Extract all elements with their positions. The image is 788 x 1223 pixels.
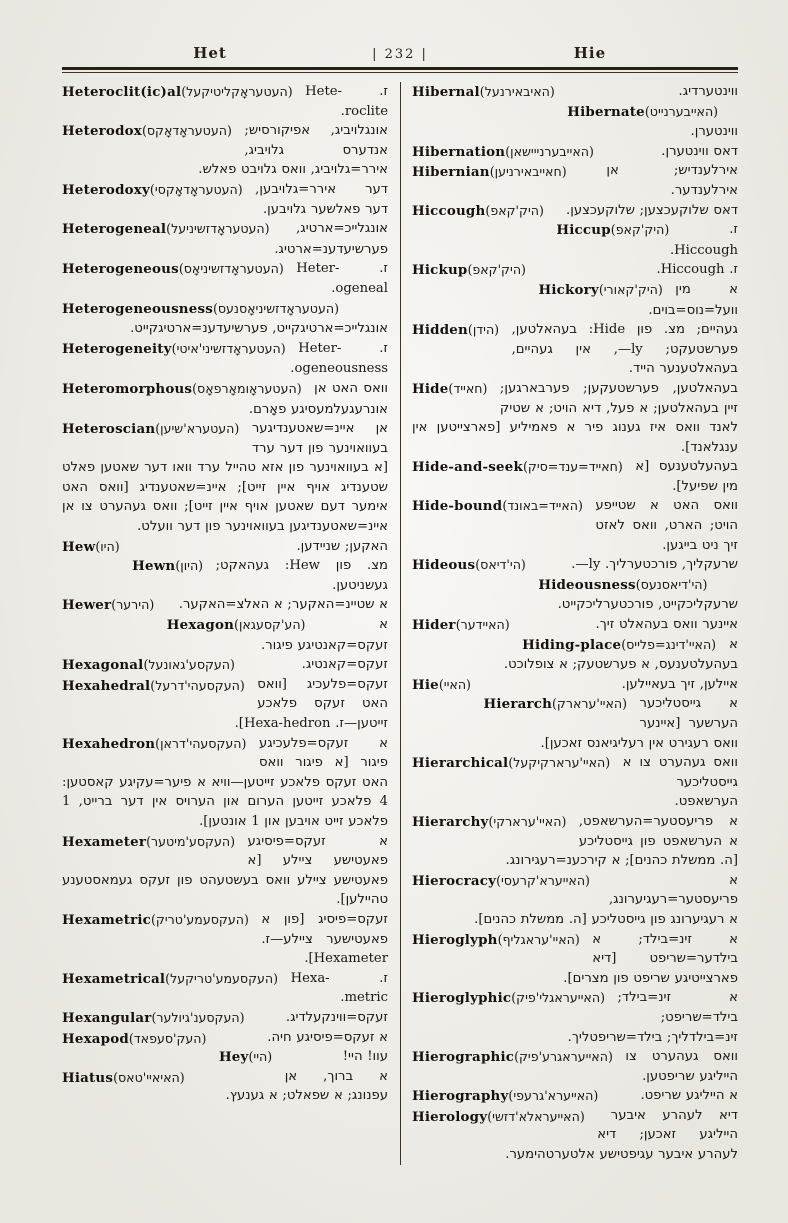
headword-group: [412, 1107, 589, 1128]
dictionary-entry: [62, 379, 388, 419]
headword: Hexametric: [62, 911, 151, 928]
definition: א שטיינ=האקער; א האלצ=האקער.: [178, 597, 388, 613]
headword-group: [62, 419, 244, 440]
dictionary-entry: [412, 812, 738, 871]
transliteration: (העטעראָקליטיקעל): [181, 84, 298, 99]
transliteration: (הירער): [111, 597, 159, 613]
definition: א ברוך, אן עפנונג; א שפאלט; א גענעץ.: [225, 1068, 388, 1104]
transliteration: (היון): [175, 558, 208, 574]
transliteration: (האיי'ערארק): [552, 696, 632, 712]
dictionary-entry: [62, 910, 388, 969]
definition: דאס שלוקעכצען; שלוקעכצען.: [566, 202, 738, 218]
dictionary-entry: [412, 615, 738, 635]
transliteration: (חאייבאירניען): [489, 164, 572, 180]
headword-group: [412, 162, 571, 183]
headword: Hierarchical: [412, 755, 509, 772]
definition: א זעקס=פלעכיגע פיגור [א פיגור וואס האט זעקס פלאכע זייטען—וויא א פיער=עקיגע קאסטען: 4 פלאכע זייטען הערום און הערויס אין דער ברייט, 1 פלאכע זייט אויבען און 1 אונטען].: [62, 735, 388, 829]
definition: וואס האט א שטייפע הויט; הארט, וואס לאזט זיך ניט בייגען.: [595, 498, 738, 553]
headword: Heteroclit(ic)al: [62, 84, 182, 100]
transliteration: (העטעראָדזשיניאָסנעס): [212, 300, 344, 316]
definition: ווינטערן.: [690, 124, 738, 140]
headword: Hew: [62, 538, 96, 555]
definition: זעקס=פלעכיג [וואס האט זעקס פלאכע זייטען—ז. Hexa-hedron].: [234, 676, 388, 731]
headword: Hidden: [412, 322, 468, 339]
dictionary-entry: [62, 537, 388, 557]
dictionary-entry: [412, 220, 738, 260]
headword: Hexameter: [62, 833, 147, 850]
transliteration: (האיידער): [455, 617, 515, 633]
headword-group: [62, 219, 274, 240]
transliteration: (העקסעמע'טריקעל): [165, 970, 283, 986]
headword: Hideous: [412, 557, 476, 574]
headword: Hexahedron: [62, 735, 156, 752]
headword-group: [62, 1008, 249, 1029]
dictionary-entry: [62, 556, 388, 595]
transliteration: (העטעראָדזשיניאָס): [178, 261, 289, 277]
dictionary-entry: [62, 595, 388, 615]
headword: Hide: [412, 380, 449, 397]
header-rule: [62, 67, 738, 73]
headword: Hexagon: [166, 617, 235, 634]
headword-group: [412, 457, 627, 478]
transliteration: (העטעראָומאָרפאָס): [192, 380, 307, 396]
definition: זעקס=פיסיג [פון א פאעטישער ציילע—ז. Hexameter].: [261, 911, 388, 967]
definition: זעקס=קאנטיג.: [301, 657, 388, 673]
headword: Heterogeneity: [62, 340, 172, 357]
definition: א פריעסטער=הערשאפט, א הערשאפט פון גייסטליכע [ה. ממשלת כהנים]; א קירכענ=רעגירונג.: [505, 813, 738, 869]
headword: Hiccough: [412, 202, 486, 219]
definition: דיא לעהרע איבער הייליגע זאכען; דיא לעהרע איבער עגיפטישע אלטערטהימער.: [505, 1107, 738, 1163]
headword-group: [556, 220, 673, 241]
definition: איינער וואס בעהאלט זיך.: [595, 617, 738, 633]
page-number: | 232 |: [372, 47, 428, 62]
guide-word-left: Het: [193, 44, 227, 62]
headword-group: [412, 1086, 603, 1107]
transliteration: (הידן): [467, 322, 504, 338]
headword-group: [412, 82, 559, 103]
headword-group: [522, 635, 720, 656]
headword: Hiccup: [556, 222, 611, 239]
headword-group: [62, 259, 288, 280]
definition: מצ. פון Hew: געהאקט; געשניטען.: [215, 558, 389, 593]
headword: Heterogeneous: [62, 261, 179, 278]
dictionary-entry: [62, 339, 388, 379]
headword: Hey: [218, 1049, 249, 1066]
definition: בעהאלטען, פערשטעקען; פערבארגען; זיין בעהאלטען; א פעל, דיא הויט; א שטיק לאנד וואס איז גענוג פיר א פאמיליע [פארצייטען אין ענגלאנד].: [412, 380, 738, 455]
transliteration: (האיי'ערארקיקעל): [508, 755, 615, 771]
column-left: [62, 82, 388, 1165]
headword-group: [538, 575, 712, 596]
transliteration: (האיאיי'טאס): [113, 1069, 190, 1085]
dictionary-entry: [412, 457, 738, 496]
headword-group: [62, 339, 290, 360]
transliteration: (העקסעהי'דראן): [155, 735, 251, 751]
text-columns: [62, 82, 738, 1165]
dictionary-entry: [412, 675, 738, 695]
dictionary-entry: [62, 1067, 388, 1106]
transliteration: (האיי'עראגליף): [497, 931, 585, 947]
guide-word-right: Hie: [573, 44, 607, 62]
transliteration: (העק'סעפאד): [128, 1030, 211, 1046]
transliteration: (האיי): [438, 676, 476, 692]
dictionary-entry: [62, 180, 388, 219]
transliteration: (העטעראָדזשיניעל): [166, 221, 275, 237]
headword: Hiatus: [62, 1069, 114, 1086]
headword: Hexagonal: [62, 657, 144, 674]
transliteration: (הי'דיאס): [475, 557, 531, 573]
definition: א זינ=בילד; א בילדער=שריפט [דיא פארצייטיגע שריפט פון מצרים].: [563, 931, 738, 986]
column-right: [412, 82, 738, 1165]
definition: א זינ=בילד; בילד=שריפט; זינ=בילדליך; בילד=שריפטליך.: [567, 990, 738, 1045]
definition: ז. Hete-roclite.: [305, 84, 388, 119]
transliteration: (היק'קאפ): [610, 222, 674, 238]
definition: א זעקס=פיסיגע פאעטישע ציילע [א פאעטישע ציילע וואס בעשטעהט פון זעקס געמאסטענע טהיילען].: [62, 833, 388, 908]
headword: Hibernian: [412, 164, 490, 181]
headword: Hexametrical: [62, 970, 166, 987]
headword-group: [62, 180, 247, 201]
transliteration: (הע'קסעגאן): [234, 617, 310, 633]
headword-group: [412, 1047, 617, 1068]
definition: עוו! היי!: [342, 1049, 388, 1065]
headword-group: [412, 675, 475, 696]
definition: א פריעסטער=רעגיערונג, א רעגיערונג פון גייסטליכע [ה. ממשלת כהנים].: [474, 872, 738, 927]
dictionary-entry: [412, 635, 738, 675]
definition: זעקס=ווינקעלדיג.: [285, 1009, 388, 1025]
definition: דער אירר=גלויבען, דער פאלשער גלויבען.: [255, 181, 388, 217]
transliteration: (האייד=באונד): [502, 498, 588, 514]
dictionary-entry: [412, 320, 738, 379]
headword-group: [483, 694, 631, 715]
definition: וואס געהערט צו א גייסטליכער הערשאפט.: [622, 755, 738, 810]
headword-group: [412, 812, 571, 833]
headword-group: [412, 988, 609, 1009]
headword: Heteroscian: [62, 421, 156, 438]
transliteration: (העטעראָדאָקס): [141, 123, 237, 139]
headword: Heteromorphous: [62, 380, 193, 397]
dictionary-entry: [412, 1086, 738, 1106]
headword-group: [412, 871, 594, 892]
dictionary-entry: [412, 142, 738, 162]
headword: Hieroglyph: [412, 931, 498, 948]
definition: האקען; שניידען.: [296, 538, 388, 554]
transliteration: (האיבאירנעל): [479, 84, 560, 99]
headword: Hide-bound: [412, 498, 503, 515]
definition: אירלענדיש; אן אירלענדער.: [606, 163, 738, 198]
transliteration: (האייערא'גרעפי): [508, 1088, 603, 1104]
dictionary-entry: [412, 988, 738, 1047]
headword: Hierocracy: [412, 872, 497, 889]
dictionary-entry: [62, 259, 388, 298]
headword-group: [62, 910, 253, 931]
dictionary-entry: [412, 930, 738, 989]
headword: Hewer: [62, 597, 112, 614]
headword: Hickup: [412, 262, 468, 279]
dictionary-entry: [412, 871, 738, 930]
headword: Hexangular: [62, 1009, 152, 1026]
headword: Heterogeneal: [62, 221, 167, 238]
dictionary-entry: [412, 82, 738, 102]
definition: שרעקליכקייט, פורכטערליכקייט.: [557, 597, 738, 613]
headword-group: [412, 260, 530, 281]
transliteration: (העקסע'גאונעל): [143, 657, 240, 673]
dictionary-entry: [62, 734, 388, 832]
column-divider: [400, 82, 401, 1165]
headword: Hewn: [132, 558, 176, 575]
transliteration: (העקסעמע'טריק): [151, 911, 254, 927]
headword-group: [412, 496, 587, 517]
headword-group: [62, 734, 251, 755]
definition: בעהעלטענעס [א מין שפיעל].: [635, 459, 738, 494]
dictionary-entry: [62, 1008, 388, 1028]
headword: Heterodox: [62, 123, 142, 140]
transliteration: (חאייד): [448, 380, 492, 396]
transliteration: (היק'קאפ): [467, 262, 531, 278]
headword-group: [567, 102, 722, 123]
dictionary-entry: [412, 102, 738, 142]
headword-group: [62, 121, 236, 142]
definition: דאס ווינטערן.: [661, 143, 738, 159]
dictionary-entry: [62, 615, 388, 655]
transliteration: (היי): [248, 1049, 277, 1065]
definition: א בעהעלטענעס, א פערשטעק; א צופלוכט.: [503, 636, 738, 673]
transliteration: (היק'קאורי): [598, 281, 668, 297]
dictionary-entry: [412, 280, 738, 320]
headword: Heterogeneousness: [62, 300, 213, 317]
dictionary-entry: [412, 555, 738, 575]
dictionary-entry: [412, 753, 738, 812]
headword-group: [412, 320, 504, 341]
definition: אונגלייכ=ארטיגקייט, פערשיעדענ=ארטיגקייט.: [130, 321, 388, 337]
headword: Hieroglyphic: [412, 990, 512, 1007]
headword-group: [62, 655, 239, 676]
transliteration: (העטעראָדזשיני'איטי): [171, 340, 291, 356]
dictionary-entry: [412, 496, 738, 555]
dictionary-entry: [62, 969, 388, 1008]
transliteration: (האיי'ערארקי): [488, 813, 571, 829]
transliteration: (האייעראגלי'פיק): [511, 990, 610, 1006]
headword: Hibernal: [412, 84, 480, 100]
dictionary-entry: [62, 82, 388, 121]
transliteration: (האייערא'קרעסי): [496, 872, 595, 888]
definition: ז. Heter-ogeneal.: [296, 261, 388, 296]
dictionary-entry: [62, 121, 388, 180]
headword-group: [167, 615, 310, 636]
headword: Hibernate: [567, 103, 645, 120]
transliteration: (הי'דיאסנעס): [635, 576, 712, 592]
dictionary-entry: [412, 260, 738, 280]
headword: Hie: [412, 676, 439, 693]
headword-group: [62, 832, 240, 853]
dictionary-entry: [412, 201, 738, 221]
definition: א גייסטליכער הערשער [איינער וואס רעגירט אין רעליגיאנס זאכען].: [540, 696, 738, 751]
headword-group: [62, 676, 249, 697]
headword-group: [219, 1047, 277, 1068]
headword: Hierarchy: [412, 813, 489, 830]
headword-group: [412, 379, 492, 400]
transliteration: (העטערא'שיען): [155, 421, 244, 437]
dictionary-entry: [62, 219, 388, 259]
definition: אונגלייכ=ארטיג, פערשיעדענ=ארטיג.: [274, 221, 388, 257]
headword-group: [538, 280, 667, 301]
headword: Hiding-place: [522, 636, 622, 653]
definition: וואס האט אן אונרעגעלמעסיגע פאָרם.: [248, 380, 388, 417]
headword-group: [62, 969, 283, 990]
definition: געהיים; מצ. פון Hide: בעהאלטען, פערשטעקט; ‎—ly, אין געהיים, בעהאלטענער הייד.: [511, 322, 738, 377]
running-head: [62, 44, 738, 62]
headword: Hierarch: [483, 696, 553, 713]
headword: Hide-and-seek: [412, 459, 523, 476]
definition: א הייליגע שריפט.: [640, 1088, 738, 1104]
headword-group: [62, 1029, 211, 1050]
transliteration: (היו): [95, 538, 125, 554]
headword-group: [412, 201, 548, 222]
headword-group: [62, 299, 344, 320]
definition: ווינטערדיג.: [678, 84, 738, 99]
headword: Hider: [412, 617, 456, 634]
dictionary-entry: [412, 1106, 738, 1165]
transliteration: (העקסע'מיטער): [146, 833, 240, 849]
transliteration: (האייבערנייט): [644, 103, 723, 119]
dictionary-entry: [412, 161, 738, 200]
headword-group: [412, 142, 598, 163]
definition: א מין וועל=נוס=בוים.: [648, 281, 738, 318]
headword: Hierology: [412, 1108, 488, 1125]
definition: ז. Hexa-metric.: [290, 970, 388, 1006]
headword: Hierographic: [412, 1049, 515, 1066]
headword-group: [62, 379, 306, 400]
dictionary-entry: [412, 575, 738, 615]
headword: Hexahedral: [62, 677, 151, 694]
definition: איילען, זיך בעאיילען.: [621, 676, 738, 692]
dictionary-entry: [412, 379, 738, 457]
headword: Hibernation: [412, 143, 506, 160]
dictionary-entry: [62, 832, 388, 910]
transliteration: (האיי'דינג=פלייס): [621, 636, 721, 652]
definition: ז. Hiccough.: [669, 222, 738, 258]
headword-group: [132, 556, 207, 577]
definition: א זעקס=קאנטיגע פיגור.: [261, 617, 388, 653]
headword: Hideousness: [538, 576, 636, 593]
headword-group: [62, 537, 124, 558]
transliteration: (חאייד=ענד=סיק): [522, 459, 628, 475]
definition: וואס געהערט צו הייליגע שריפטען.: [625, 1049, 738, 1084]
transliteration: (העטעראָדאָקסי): [149, 181, 248, 197]
definition: שרעקליך, פורכטערליך. ‎—ly.: [571, 557, 738, 573]
headword-group: [62, 82, 297, 103]
definition: א זעקס=פיסיגע חיה.: [267, 1029, 388, 1045]
dictionary-entry: [62, 299, 388, 339]
transliteration: (האייעראגרע'פיק): [514, 1049, 618, 1065]
headword-group: [62, 595, 159, 616]
headword-group: [412, 555, 530, 576]
headword-group: [412, 930, 584, 951]
dictionary-entry: [62, 655, 388, 675]
dictionary-entry: [62, 1028, 388, 1048]
page-content: [62, 44, 738, 1165]
dictionary-entry: [62, 419, 388, 537]
headword: Hexapod: [62, 1030, 129, 1047]
definition: ז. Hiccough.: [656, 262, 738, 278]
headword-group: [412, 615, 514, 636]
dictionary-entry: [412, 1047, 738, 1086]
dictionary-entry: [62, 675, 388, 734]
transliteration: (היק'קאפ): [485, 202, 549, 218]
dictionary-entry: [412, 694, 738, 753]
transliteration: (האייעראלא'דזשי): [487, 1108, 590, 1124]
headword: Hierography: [412, 1088, 509, 1105]
definition: אן איינ=שאטענדיגער בעוואוינער פון דער ערד [א בעוואוינער פון אזא טהייל ערד וואו דער שאטען פאלט שטענדיג אויף איין זייט]; איינ=שאטענדיג [וואס האט אימער דעם שאטען אויף איין זייט]; וואס געהערט צו אן איינ=שאטענדיגען בעוואוינער פון דער וועלט.: [62, 421, 388, 535]
transliteration: (האייבערנייישאן): [505, 143, 599, 159]
transliteration: (העקסעהי'דרעל): [150, 677, 250, 693]
definition: ז. Heter-ogeneousness.: [290, 340, 388, 377]
headword-group: [412, 753, 615, 774]
definition: אונגלויביג, אפיקורסיש; אנדערס גלויביג, אירר=גלויביג, וואס גלויבט פאלש.: [198, 123, 388, 178]
headword: Hickory: [538, 281, 599, 298]
dictionary-entry: [62, 1047, 388, 1067]
headword-group: [62, 1068, 189, 1089]
headword: Heterodoxy: [62, 181, 150, 198]
transliteration: (העקסענ'גיולער): [151, 1009, 250, 1025]
